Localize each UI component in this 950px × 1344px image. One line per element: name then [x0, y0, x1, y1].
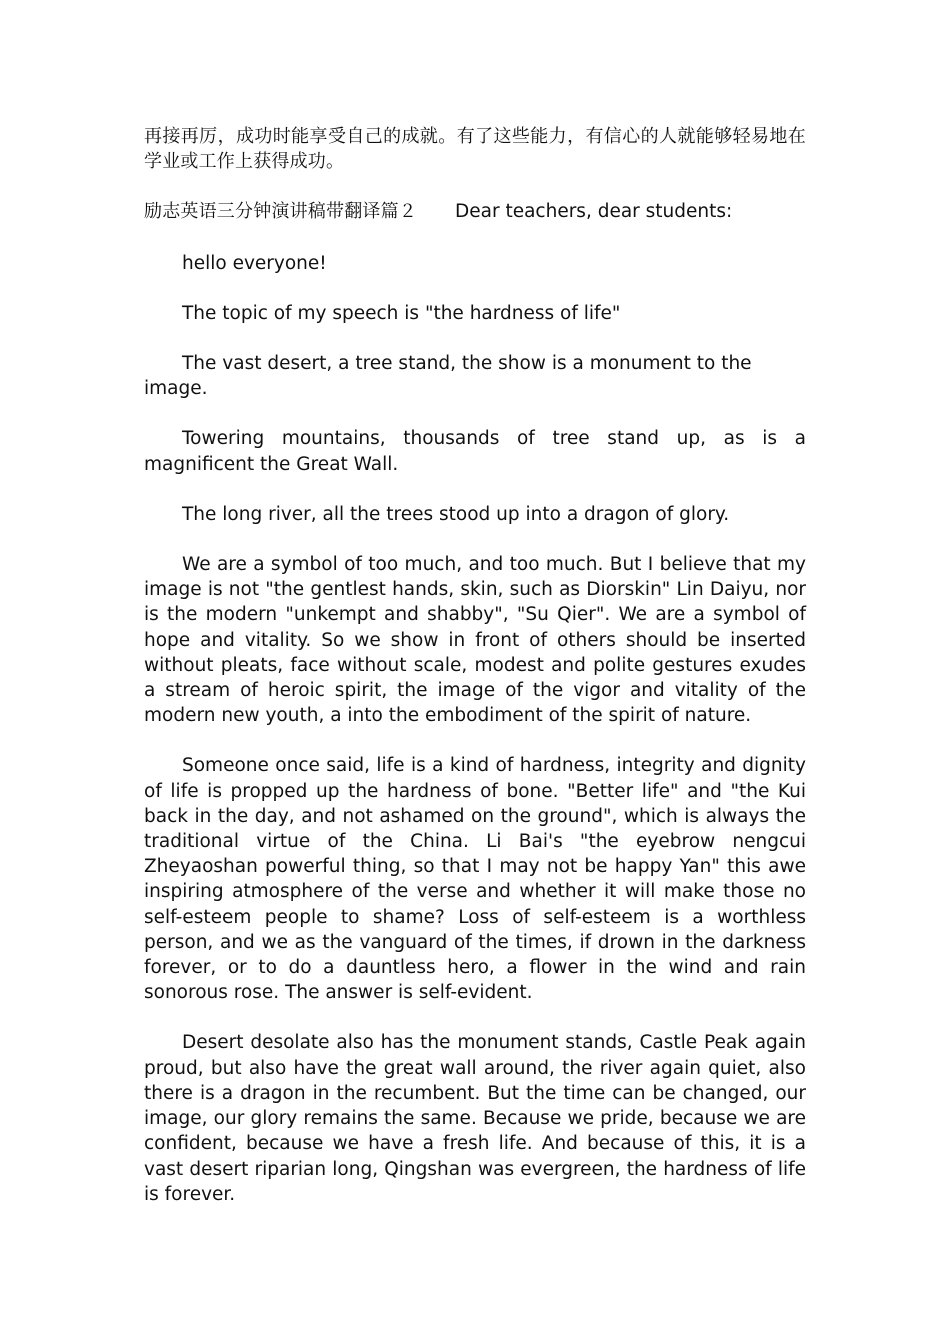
document-page: [144, 124, 806, 1207]
topic-paragraph: The topic of my speech is "the hardness of life": [182, 302, 621, 324]
desert-paragraph: The vast desert, a tree stand, the show is a monument to the image.: [144, 353, 752, 400]
intro-paragraph-zh: 再接再厉，成功时能享受自己的成就。有了这些能力，有信心的人就能够轻易地在学业或工作上获得成功。: [144, 126, 806, 173]
hardness-paragraph: Someone once said, life is a kind of hardness, integrity and dignity of life is propped up the hardness of bone. "Better life" and "the Kui back in the day, and not ashamed on the ground", which is always the traditional virtue of the China. Li Bai's "the eyebrow nengcui Zheyaoshan powerful thing, so that I may not be happy Yan" this awe inspiring atmosphere of the verse and whether it will make those no self-esteem people to shame? Loss of self-esteem is a worthless person, and we as the vanguard of the times, if drown in the darkness forever, or to do a dauntless hero, a flower in the wind and rain sonorous rose. The answer is self-evident.: [144, 755, 806, 1004]
symbol-paragraph: We are a symbol of too much, and too much. But I believe that my image is not "the gentlest hands, skin, such as Diorskin" Lin Daiyu, nor is the modern "unkempt and shabby", "Su Qier". We are a symbol of hope and vitality. So we show in front of others should be inserted without pleats, face without scale, modest and polite gestures exudes a stream of heroic spirit, the image of the vigor and vitality of the modern new youth, a into the embodiment of the spirit of nature.: [144, 554, 806, 727]
river-paragraph: The long river, all the trees stood up into a dragon of glory.: [182, 503, 730, 525]
greeting-paragraph: hello everyone!: [182, 252, 327, 274]
article-heading: [144, 199, 806, 224]
article-title-zh: 励志英语三分钟演讲稿带翻译篇２: [144, 201, 417, 223]
mountains-paragraph: Towering mountains, thousands of tree stand up, as is a magnificent the Great Wall.: [144, 428, 806, 475]
conclusion-paragraph: Desert desolate also has the monument stands, Castle Peak again proud, but also have the great wall around, the river again quiet, also there is a dragon in the recumbent. But the time can be changed, our image, our glory remains the same. Because we pride, because we are confident, because we have a fresh life. And because of this, it is a vast desert riparian long, Qingshan was evergreen, the hardness of life is forever.: [144, 1032, 806, 1205]
salutation: Dear teachers, dear students:: [455, 201, 733, 223]
